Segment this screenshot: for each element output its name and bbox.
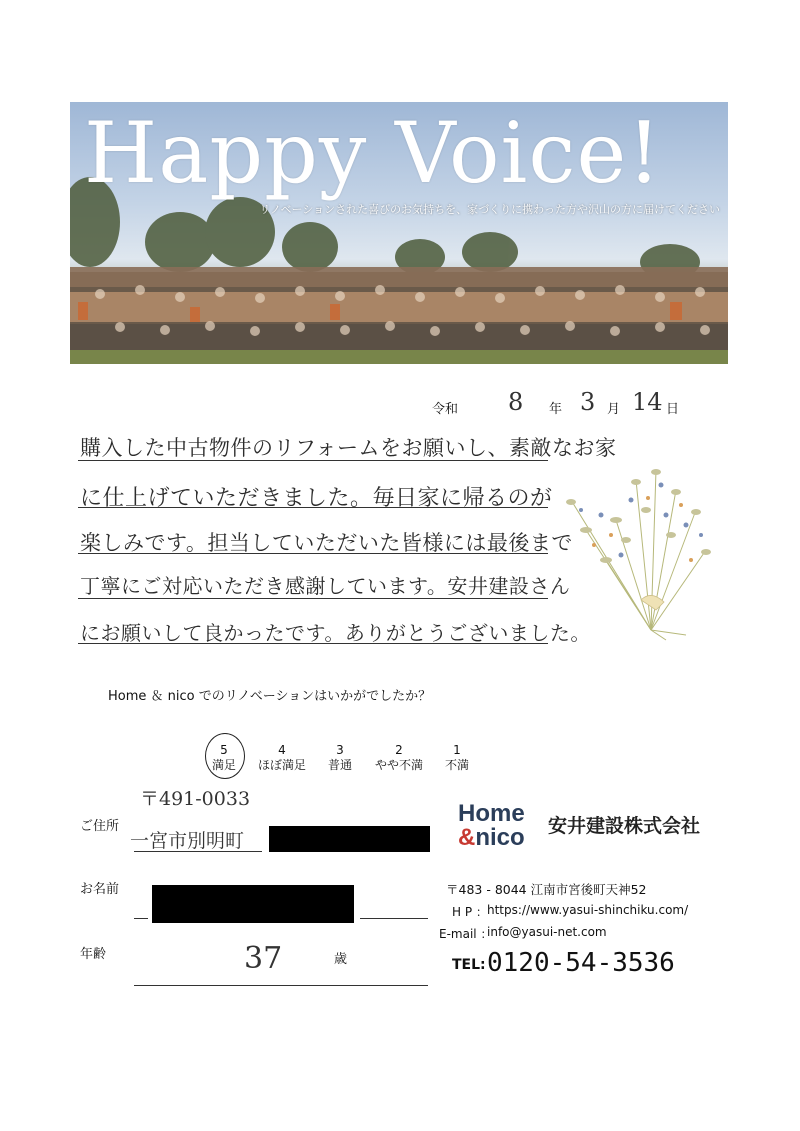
- rating-option-2[interactable]: [368, 743, 430, 773]
- company-name: 安井建設株式会社: [548, 815, 701, 837]
- message-line: にお願いして良かったです。ありがとうございました。: [80, 621, 591, 645]
- rating-number: 2: [395, 743, 403, 757]
- postal-code-value: 〒491-0033: [140, 788, 251, 810]
- flower-bouquet-illustration: [556, 440, 721, 645]
- company-address: 〒483 - 8044 江南市宮後町天神52: [446, 882, 647, 897]
- logo-ampersand: &: [458, 824, 476, 851]
- email-label: E-mail ：: [439, 927, 493, 941]
- rating-label: やや不満: [374, 758, 423, 772]
- writing-line: [78, 553, 548, 554]
- age-value: 37: [244, 941, 283, 976]
- address-underline: [134, 851, 262, 852]
- date-day-value: 14: [632, 388, 663, 416]
- message-line: 購入した中古物件のリフォームをお願いし、素敵なお家: [80, 436, 617, 460]
- logo-text-home: Home: [458, 800, 525, 827]
- rating-number: 5: [220, 743, 228, 757]
- date-month-value: 3: [580, 388, 596, 416]
- date-year-unit: 年: [549, 402, 563, 417]
- homepage-link[interactable]: https://www.yasui-shinchiku.com/: [487, 903, 689, 917]
- banner-title: Happy Voice!: [84, 104, 662, 202]
- redacted-name-block: [152, 885, 354, 923]
- rating-option-4[interactable]: [253, 743, 311, 773]
- rating-option-5[interactable]: [204, 743, 244, 773]
- survey-question: Home ＆ nico でのリノベーションはいかがでしたか？: [108, 689, 432, 704]
- rating-number: 4: [278, 743, 286, 757]
- redacted-address-block: [269, 826, 430, 852]
- date-year-value: 8: [508, 388, 524, 416]
- writing-line: [78, 643, 548, 644]
- message-line: に仕上げていただきました。毎日家に帰るのが: [80, 486, 553, 511]
- age-label: 年齢: [80, 947, 107, 962]
- email-link[interactable]: info@yasui-net.com: [487, 925, 607, 939]
- age-underline: [134, 985, 428, 986]
- rating-label: 普通: [327, 758, 352, 772]
- writing-line: [78, 598, 548, 599]
- name-underline: [134, 918, 148, 919]
- writing-line: [78, 460, 548, 461]
- message-line: 楽しみです。担当していただいた皆様には最後まで: [80, 531, 573, 555]
- date-month-unit: 月: [607, 402, 621, 417]
- writing-line: [78, 507, 548, 508]
- name-label: お名前: [80, 882, 120, 897]
- rating-label: ほぼ満足: [257, 758, 306, 772]
- message-line: 丁寧にご対応いただき感謝しています。安井建設さん: [80, 574, 571, 598]
- rating-label: 不満: [444, 758, 469, 772]
- homepage-label: H P ：: [452, 905, 488, 919]
- rating-number: 1: [453, 743, 461, 757]
- rating-label: 満足: [211, 758, 236, 772]
- date-era: 令和: [432, 402, 459, 417]
- rating-number: 3: [336, 743, 344, 757]
- address-label: ご住所: [80, 819, 120, 834]
- tel-label: TEL:: [452, 957, 486, 973]
- rating-option-1[interactable]: [437, 743, 477, 773]
- name-underline: [360, 918, 428, 919]
- address-value: 一宮市別明町: [130, 830, 245, 852]
- header-banner: [70, 102, 728, 364]
- logo-text-nico: nico: [475, 824, 525, 851]
- date-day-unit: 日: [666, 402, 680, 417]
- home-nico-logo-line2: [458, 824, 525, 852]
- banner-subtitle: リノベーションされた喜びのお気持ちを、家づくりに携わった方や沢山の方に届けてください: [259, 203, 720, 216]
- tel-number[interactable]: 0120-54-3536: [487, 948, 675, 978]
- rating-option-3[interactable]: [320, 743, 360, 773]
- age-unit: 歳: [334, 952, 348, 967]
